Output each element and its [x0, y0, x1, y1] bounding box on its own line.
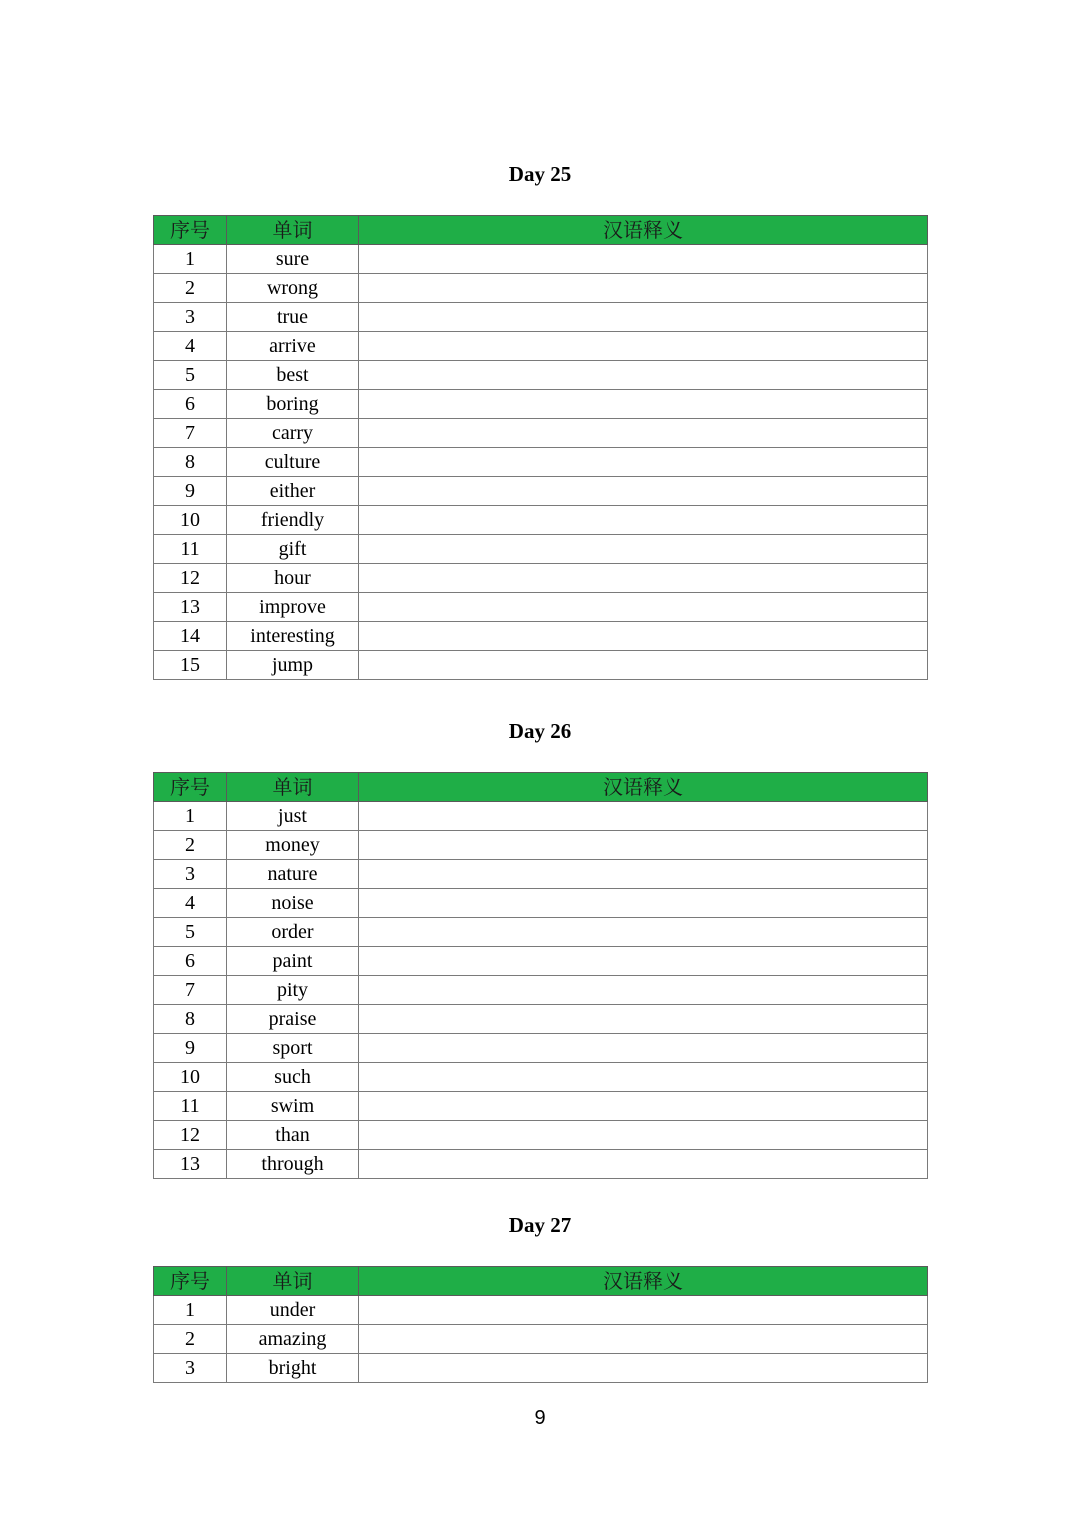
table-row [154, 1034, 928, 1063]
row-definition-blank[interactable] [359, 593, 928, 622]
row-word: friendly [227, 506, 359, 535]
row-number: 13 [154, 593, 227, 622]
table-row [154, 1296, 928, 1325]
row-word: either [227, 477, 359, 506]
table-row [154, 1005, 928, 1034]
row-definition-blank[interactable] [359, 274, 928, 303]
row-word: jump [227, 651, 359, 680]
row-number: 6 [154, 947, 227, 976]
day-title: Day 27 [508, 1213, 572, 1237]
row-word: wrong [227, 274, 359, 303]
row-number: 2 [154, 1325, 227, 1354]
row-number: 15 [154, 651, 227, 680]
row-number: 7 [154, 976, 227, 1005]
row-number: 10 [154, 506, 227, 535]
row-definition-blank[interactable] [359, 477, 928, 506]
table-row [154, 506, 928, 535]
row-definition-blank[interactable] [359, 419, 928, 448]
header-number: 序号 [154, 216, 227, 245]
row-definition-blank[interactable] [359, 1034, 928, 1063]
row-definition-blank[interactable] [359, 976, 928, 1005]
row-definition-blank[interactable] [359, 651, 928, 680]
row-number: 5 [154, 918, 227, 947]
page-number: 9 [534, 1407, 546, 1429]
vocab-table [153, 1266, 928, 1383]
row-definition-blank[interactable] [359, 361, 928, 390]
row-word: money [227, 831, 359, 860]
row-number: 1 [154, 245, 227, 274]
row-word: arrive [227, 332, 359, 361]
table-row [154, 1325, 928, 1354]
row-word: interesting [227, 622, 359, 651]
row-word: through [227, 1150, 359, 1179]
table-row [154, 831, 928, 860]
table-row [154, 245, 928, 274]
row-number: 9 [154, 1034, 227, 1063]
row-number: 5 [154, 361, 227, 390]
row-definition-blank[interactable] [359, 1150, 928, 1179]
row-definition-blank[interactable] [359, 390, 928, 419]
row-word: under [227, 1296, 359, 1325]
row-word: just [227, 802, 359, 831]
row-definition-blank[interactable] [359, 506, 928, 535]
vocab-table [153, 772, 928, 1179]
row-definition-blank[interactable] [359, 1121, 928, 1150]
row-definition-blank[interactable] [359, 1092, 928, 1121]
row-word: culture [227, 448, 359, 477]
row-number: 8 [154, 448, 227, 477]
header-word: 单词 [227, 773, 359, 802]
row-definition-blank[interactable] [359, 1296, 928, 1325]
row-number: 3 [154, 1354, 227, 1383]
row-definition-blank[interactable] [359, 332, 928, 361]
row-number: 7 [154, 419, 227, 448]
row-word: nature [227, 860, 359, 889]
row-definition-blank[interactable] [359, 947, 928, 976]
row-word: boring [227, 390, 359, 419]
row-number: 1 [154, 802, 227, 831]
row-definition-blank[interactable] [359, 860, 928, 889]
row-number: 11 [154, 535, 227, 564]
row-word: pity [227, 976, 359, 1005]
table-row [154, 976, 928, 1005]
row-word: best [227, 361, 359, 390]
row-definition-blank[interactable] [359, 1005, 928, 1034]
row-number: 9 [154, 477, 227, 506]
row-word: noise [227, 889, 359, 918]
row-number: 12 [154, 564, 227, 593]
table-row [154, 332, 928, 361]
vocab-table [153, 215, 928, 680]
table-row [154, 889, 928, 918]
row-number: 4 [154, 332, 227, 361]
table-row [154, 1354, 928, 1383]
table-row [154, 564, 928, 593]
table-row [154, 802, 928, 831]
row-word: than [227, 1121, 359, 1150]
table-row [154, 477, 928, 506]
table-row [154, 419, 928, 448]
table-header-row [154, 1267, 928, 1296]
table-row [154, 1121, 928, 1150]
table-row [154, 303, 928, 332]
table-row [154, 651, 928, 680]
row-definition-blank[interactable] [359, 1063, 928, 1092]
row-definition-blank[interactable] [359, 889, 928, 918]
row-definition-blank[interactable] [359, 1325, 928, 1354]
table-row [154, 361, 928, 390]
row-word: true [227, 303, 359, 332]
table-row [154, 593, 928, 622]
row-definition-blank[interactable] [359, 802, 928, 831]
row-number: 13 [154, 1150, 227, 1179]
row-word: such [227, 1063, 359, 1092]
row-number: 2 [154, 831, 227, 860]
row-word: gift [227, 535, 359, 564]
header-number: 序号 [154, 773, 227, 802]
row-number: 3 [154, 303, 227, 332]
header-definition: 汉语释义 [359, 216, 928, 245]
table-row [154, 860, 928, 889]
row-definition-blank[interactable] [359, 831, 928, 860]
table-row [154, 1150, 928, 1179]
row-number: 6 [154, 390, 227, 419]
row-number: 12 [154, 1121, 227, 1150]
row-number: 2 [154, 274, 227, 303]
row-definition-blank[interactable] [359, 1354, 928, 1383]
row-word: bright [227, 1354, 359, 1383]
table-row [154, 1092, 928, 1121]
row-number: 8 [154, 1005, 227, 1034]
day-title: Day 26 [508, 719, 572, 743]
row-definition-blank[interactable] [359, 245, 928, 274]
day-title: Day 25 [508, 162, 572, 186]
header-definition: 汉语释义 [359, 1267, 928, 1296]
header-word: 单词 [227, 216, 359, 245]
row-definition-blank[interactable] [359, 448, 928, 477]
row-definition-blank[interactable] [359, 918, 928, 947]
row-definition-blank[interactable] [359, 564, 928, 593]
row-definition-blank[interactable] [359, 622, 928, 651]
row-word: improve [227, 593, 359, 622]
table-row [154, 274, 928, 303]
table-header-row [154, 216, 928, 245]
table-row [154, 622, 928, 651]
row-number: 3 [154, 860, 227, 889]
row-definition-blank[interactable] [359, 535, 928, 564]
row-word: swim [227, 1092, 359, 1121]
row-word: order [227, 918, 359, 947]
row-number: 10 [154, 1063, 227, 1092]
table-row [154, 390, 928, 419]
row-word: hour [227, 564, 359, 593]
row-word: sure [227, 245, 359, 274]
table-row [154, 448, 928, 477]
row-word: paint [227, 947, 359, 976]
row-number: 11 [154, 1092, 227, 1121]
table-row [154, 918, 928, 947]
row-word: sport [227, 1034, 359, 1063]
table-header-row [154, 773, 928, 802]
header-word: 单词 [227, 1267, 359, 1296]
header-number: 序号 [154, 1267, 227, 1296]
table-row [154, 535, 928, 564]
table-row [154, 1063, 928, 1092]
row-number: 14 [154, 622, 227, 651]
table-row [154, 947, 928, 976]
row-word: carry [227, 419, 359, 448]
row-word: praise [227, 1005, 359, 1034]
row-number: 1 [154, 1296, 227, 1325]
row-word: amazing [227, 1325, 359, 1354]
row-number: 4 [154, 889, 227, 918]
row-definition-blank[interactable] [359, 303, 928, 332]
header-definition: 汉语释义 [359, 773, 928, 802]
